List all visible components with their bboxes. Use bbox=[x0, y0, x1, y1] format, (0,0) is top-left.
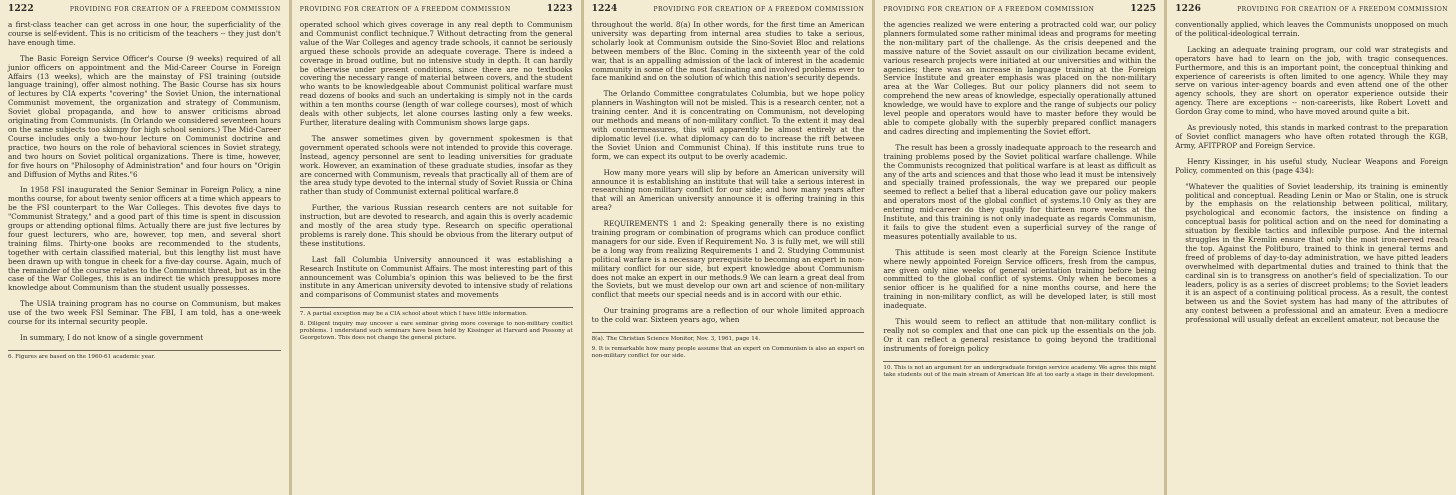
page-body bbox=[592, 21, 865, 325]
document-page bbox=[0, 0, 289, 495]
paragraph: Henry Kissinger, in his useful study, Nuclear Weapons and Foreign Policy, commented on this (page 434): bbox=[1175, 156, 1448, 175]
paragraph: Lacking an adequate training program, our cold war strategists and operators have had to learn on the job, with tragic consequences. Furthermore, and this is an important point, the conceptual thinking and experience of careerists is often limited to one agency. While they may serve on various inter-agency boards and even attend one of the other agency schools, they are short on operator experience outside their agency. There are exceptions -- non-careerists, like Robert Lovett and Gordon Gray come to mind, who have moved around quite a bit. bbox=[1175, 44, 1448, 117]
paragraph: The Orlando Committee congratulates Columbia, but we hope policy planners in Washington will not be misled. This is a research center, not a training center. And it is concentrating on Communism, not developing our methods and means of non-military conflict. To the extent it may deal with countermeasures, this will apparently be almost entirely at the diplomatic level (i.e. what diplomacy can do to increase the rift between the Soviet Union and Communist China). If this institute runs true to form, we can expect its output to be overly academic. bbox=[591, 89, 865, 161]
footnotes bbox=[592, 332, 865, 360]
document-page bbox=[292, 0, 581, 495]
footnote: 7. A partial exception may be a CIA school about which I have little information. bbox=[299, 311, 528, 318]
page-body bbox=[300, 21, 573, 300]
footnote: 8(a). The Christian Science Monitor, Nov. 3, 1961, page 14. bbox=[591, 336, 761, 343]
page-number: 1222 bbox=[8, 4, 34, 14]
running-title: PROVIDING FOR CREATION OF A FREEDOM COMMISSION bbox=[1237, 6, 1448, 13]
paragraph: The Basic Foreign Service Officer's Course (9 weeks) required of all junior officers on appointment and the Mid-Career Course in Foreign Affairs (13 weeks), which are the mainstay of FSI training (outside language training), offer almost nothing. The Basic Course has six hours of lectures by CIA experts "covering" the Soviet Union, the international Communist movement, the organization and strategy of Communism, Soviet global propaganda, and how to answer criticisms abroad originating from Communists. (In Orlando we considered seventeen hours on the same subjects too skimpy for high school seniors.) The Mid-Career Course includes only a two-hour lecture on Communist doctrine and practice, two hours on the role of behavioral sciences in Soviet strategy, and two hours on Soviet political organizations. There is time, however, for five hours on "Philosophy of Administration" and four hours on "Origin and Diffusion of Myths and Rites."6 bbox=[8, 53, 281, 179]
page-header bbox=[883, 4, 1156, 16]
footnote: 10. This is not an argument for an undergraduate foreign service academy. We agree this might take students out of the main stream of American life at too early a stage in their development. bbox=[883, 364, 1157, 378]
running-title: PROVIDING FOR CREATION OF A FREEDOM COMMISSION bbox=[883, 6, 1095, 13]
paragraph: throughout the world. 8(a) In other words, for the first time an American university was departing from internal area studies to take a serious, scholarly look at Communism outside the Sino-Soviet Bloc and relations between members of the Bloc. Coming in the sixteenth year of the cold war, that is an appalling admission of the lack of interest in the academic community in some of the most fascinating and involved problems ever to face mankind and on the solution of which this nation's security depends. bbox=[591, 20, 865, 83]
paragraph: The answer sometimes given by government spokesmen is that government operated schools were not intended to provide this coverage. Instead, agency personnel are sent to leading universities for graduate work. However, an examination of these graduate studies, insofar as they are concerned with Communism, reveals that practically all of them are of the area study type devoted to the internal study of Soviet Russia or China rather than study of Communist external political warfare.8 bbox=[299, 133, 573, 197]
paragraph: The USIA training program has no course on Communism, but makes use of the two week FSI Seminar. The FBI, I am told, has a one-week course for its internal security people. bbox=[8, 299, 281, 327]
paragraph: a first-class teacher can get across in one hour, the superficiality of the course is self-evident. This is no criticism of the teachers -- they just don't have enough time. bbox=[8, 20, 281, 47]
paragraph: Further, the various Russian research centers are not suitable for instruction, but are devoted to research, and again this is overly academic and mostly of the area study type. Research on specific operational problems is rarely done. This should be obvious from the literary output of these institutions. bbox=[299, 203, 573, 248]
page-number: 1224 bbox=[591, 4, 618, 14]
paragraph: "Whatever the qualities of Soviet leadership, its training is eminently political and conceptual. Reading Lenin or Mao or Stalin, one is struck by the emphasis on the relationship between political, military, psychological and economic factors, the insistence on finding a conceptual basis for political action and on the need for dominating a situation by flexible tactics and inflexible purpose. And the internal struggles in the Kremlin ensure that only the most iron-nerved reach the top. Against the Politburo, trained to think in general terms and freed of problems of day-to-day administration, we have pitted leaders overwhelmed with departmental duties and trained to think that the cardinal sin is to transgress on another's field of specialization. To our leaders, policy is as a series of discreet problems; to the Soviet leaders it is an aspect of a continuing political process. As a result, the contest between us and the Soviet system has had many of the attributes of any contest between a professional and an amateur. Even a mediocre professional will usually defeat an excellent amateur, not because the bbox=[1185, 181, 1448, 325]
paragraph: This would seem to reflect an attitude that non-military conflict is really not so complex and that one can pick up the essentials on the job. Or it can reflect a general resistance to going beyond the traditional instruments of foreign policy bbox=[883, 317, 1157, 353]
document-page bbox=[875, 0, 1164, 495]
paragraph: Last fall Columbia University announced it was establishing a Research Institute on Communist Affairs. The most interesting part of this announcement was Columbia's opinion this was believed to be the first institute in any American university devoted to intensive study of relations and comparisons of Communist states and movements bbox=[299, 254, 573, 300]
running-title: PROVIDING FOR CREATION OF A FREEDOM COMMISSION bbox=[299, 6, 511, 13]
footnotes bbox=[8, 350, 281, 361]
document-page bbox=[584, 0, 873, 495]
page-number: 1223 bbox=[546, 4, 573, 14]
paragraph: In 1958 FSI inaugurated the Senior Seminar in Foreign Policy, a nine months course, for about twenty senior officers at a time which appears to be the FSI counterpart to the War Colleges. This devotes five days to "Communist Strategy," and a good part of this time is spent in discussion groups or attending optional films. Actually there are just five lectures by four guest lecturers, who are, however, top men, and several short training films. Thirty-one books are recommended to the students, together with certain classified material, but this lengthy list must have been drawn up with tongue in cheek for a five-day course. Again, much of the remainder of the course relates to the Communist threat, but as in the case of the War Colleges, this is an indirect tie which presupposes more knowledge about Communism than the student usually possesses. bbox=[8, 185, 281, 293]
page-number: 1225 bbox=[1130, 4, 1157, 14]
page-header bbox=[1175, 4, 1448, 16]
footnotes bbox=[883, 361, 1156, 379]
paragraph: conventionally applied, which leaves the Communists unopposed on much of the political-ideological terrain. bbox=[1175, 20, 1448, 38]
running-title: PROVIDING FOR CREATION OF A FREEDOM COMMISSION bbox=[653, 6, 865, 13]
page-number: 1226 bbox=[1175, 4, 1202, 14]
paragraph: the agencies realized we were entering a protracted cold war, our policy planners formulated some rather minimal ideas and programs for meeting the non-military part of the challenge. As the crisis deepened and the massive nature of the Soviet assault on our civilization became evident, various research projects were initiated at our universities and within the agencies; there was an increase in language training at the Foreign Service Institute and greater emphasis was placed on the non-military area at the War Colleges. But our policy planners did not seem to comprehend the new areas of knowledge, especially operationally attuned knowledge, we would have to explore and the range of subjects our policy level people and operators would have to master before they would be able to compete globally with the superbly prepared conflict managers and cadres directing and implementing the Soviet effort. bbox=[883, 20, 1157, 136]
page-body bbox=[883, 21, 1156, 354]
page-body bbox=[1175, 21, 1448, 325]
paragraph: As previously noted, this stands in marked contrast to the preparation of Soviet conflict managers who have often rotated through the KGB, Army, AFITPROP and Foreign Service. bbox=[1175, 123, 1448, 150]
footnote: 9. It is remarkable how many people assume that an expert on Communism is also an expert on non-military conflict for our side. bbox=[591, 346, 865, 360]
paragraph: This attitude is seen most clearly at the Foreign Science Institute where newly appointed Foreign Service officers, fresh from the campus, are given only nine weeks of general orientation training before being committed to the global conflict of systems. Only when he becomes a senior officer is he qualified for a nine months course, and here the training in non-military conflict, as will be developed later, is still most inadequate. bbox=[883, 247, 1157, 311]
footnote: 8. Diligent inquiry may uncover a rare seminar giving more coverage to non-military conflict problems. I understand such seminars have been held by Kissinger at Harvard and Possony at Georgetown. This does not change the general picture. bbox=[299, 321, 573, 342]
footnotes bbox=[300, 307, 573, 342]
page-header bbox=[592, 4, 865, 16]
page-header bbox=[8, 4, 281, 16]
footnote: 6. Figures are based on the 1960-61 academic year. bbox=[8, 353, 156, 360]
running-title: PROVIDING FOR CREATION OF A FREEDOM COMMISSION bbox=[69, 6, 281, 13]
paragraph: How many more years will slip by before an American university will announce it is establishing an institute that will take a serious interest in researching non-military conflict for our side; and how many years after that will an American university announce it is offering training in this area? bbox=[591, 167, 865, 213]
page-header bbox=[300, 4, 573, 16]
paragraph: In summary, I do not know of a single government bbox=[20, 333, 204, 342]
document-page bbox=[1167, 0, 1456, 495]
paragraph: REQUIREMENTS 1 and 2: Speaking generally there is no existing training program or combination of programs which can produce conflict managers for our side. Even if Requirement No. 3 is fully met, we will still be a long way from realizing Requirements 1 and 2. Studying Communist political warfare is a necessary prerequisite to becoming an expert in non-military conflict for our side, but expert knowledge about Communism does not make an expert in our methods.9 We can learn a great deal from the Soviets, but we must develop our own art and science of non-military conflict that meets our special needs and is in accord with our ethic. bbox=[591, 219, 865, 300]
page-body bbox=[8, 21, 281, 343]
paragraph: Our training programs are a reflection of our whole limited approach to the cold war. Sixteen years ago, when bbox=[591, 306, 865, 325]
paragraph: The result has been a grossly inadequate approach to the research and training problems posed by the Soviet political warfare challenge. While the Communists recognized that political warfare is at least as difficult as any of the arts and sciences and that those who lead it must be intensively and specially trained professionals, the way we prepared our people seemed to reflect a belief that a liberal education gave our policy makers and operators most of the global conflict of systems.10 Only as they are entering mid-career do they qualify for thirteen more weeks at the Institute, and this training is not only inadequate as regards Communism, it fails to give the student even a superficial survey of the range of measures potentially available to us. bbox=[883, 142, 1157, 241]
paragraph: operated school which gives coverage in any real depth to Communism and Communist conflict technique.7 Without detracting from the general value of the War Colleges and agency trade schools, it cannot be seriously argued these schools provide an adequate coverage. There is indeed a coverage in broad outline, but no intensive study in depth. It can hardly be otherwise under present conditions, since there are no textbooks covering the necessary range of material between covers, and the student who wants to be knowledgeable about Communist political warfare must read dozens of books and such an undertaking is simply not in the cards within a ten months course (length of war college courses), most of which deals with other subjects, let alone courses lasting only a few weeks. Further, literature dealing with Communism shows large gaps. bbox=[299, 20, 573, 127]
